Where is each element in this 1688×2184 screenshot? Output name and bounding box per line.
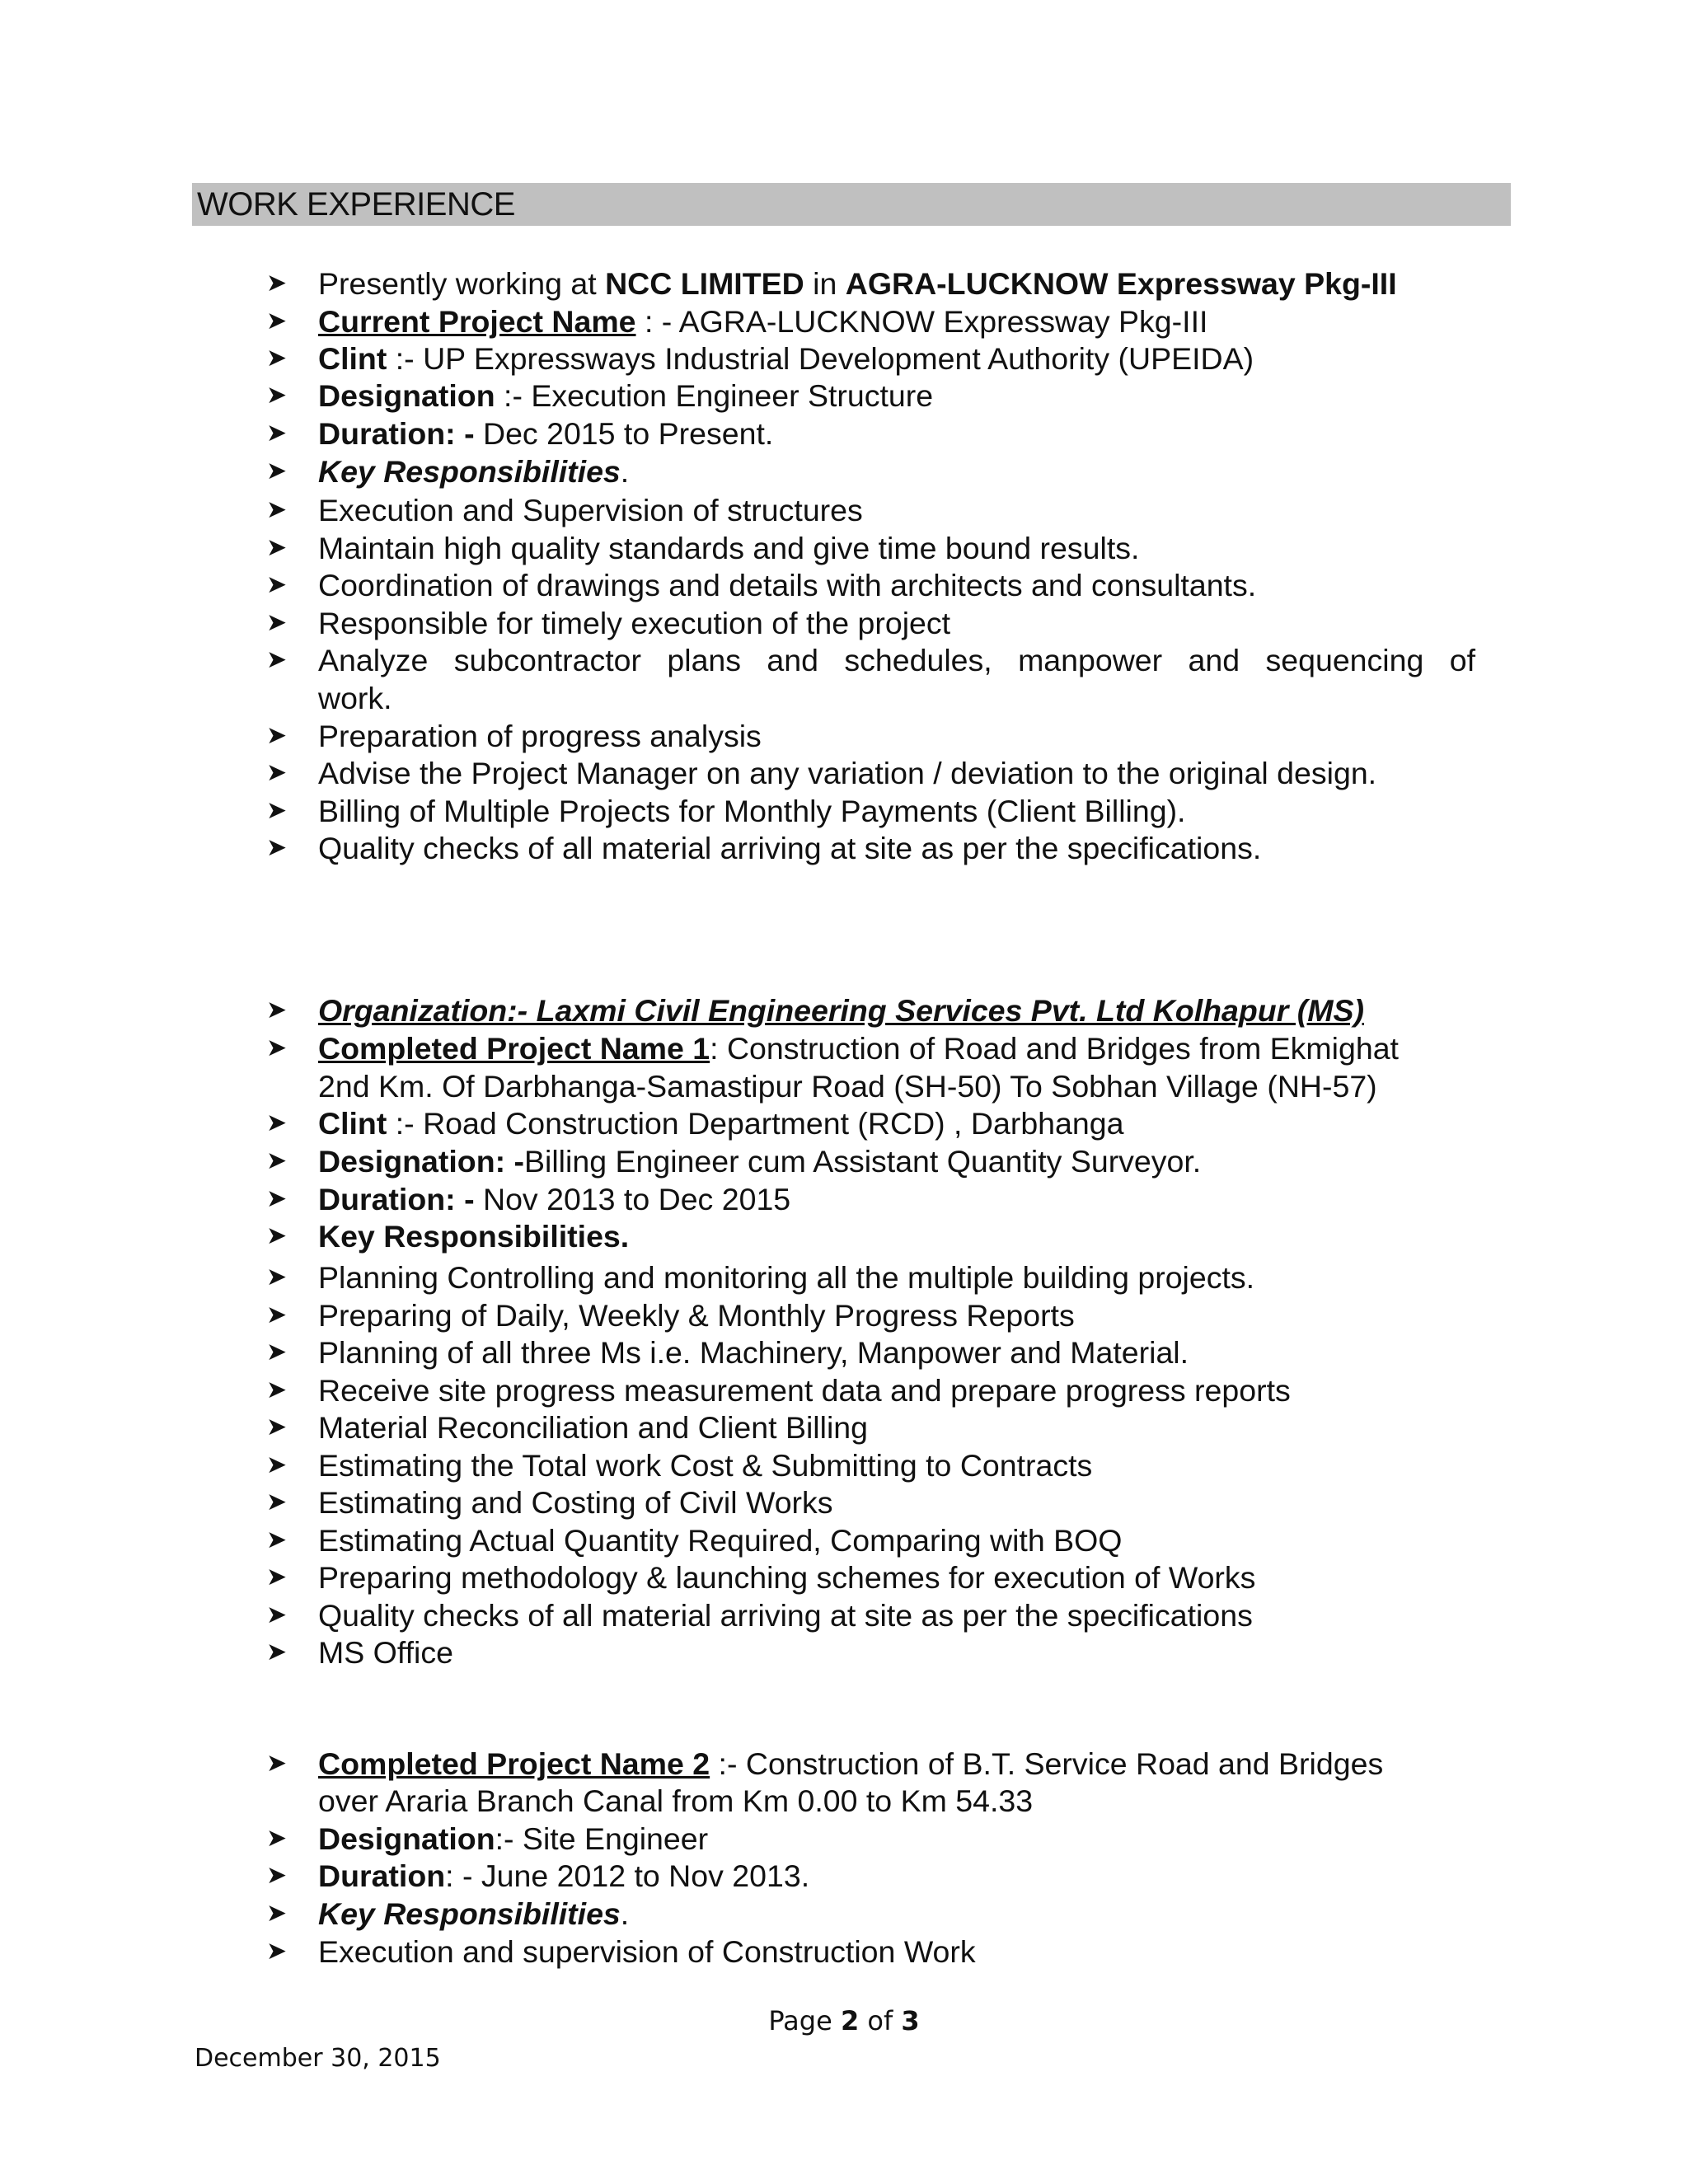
page-number bbox=[0, 2004, 1688, 2037]
arrow-bullet-icon: ➤ bbox=[266, 269, 288, 297]
responsibility-text: Responsible for timely execution of the project bbox=[318, 606, 951, 640]
arrow-bullet-icon: ➤ bbox=[266, 1825, 288, 1852]
project-label: Current Project Name bbox=[318, 304, 636, 339]
project1-label: Completed Project Name 1 bbox=[318, 1031, 710, 1066]
arrow-bullet-icon: ➤ bbox=[266, 1601, 288, 1629]
arrow-bullet-icon: ➤ bbox=[266, 646, 288, 673]
arrow-bullet-icon: ➤ bbox=[266, 1750, 288, 1777]
page-total: 3 bbox=[901, 2005, 920, 2036]
responsibility-text: Planning Controlling and monitoring all the multiple building projects. bbox=[318, 1260, 1255, 1295]
responsibility-text: Planning of all three Ms i.e. Machinery, Manpower and Material. bbox=[318, 1335, 1189, 1370]
designation-value: :- Execution Engineer Structure bbox=[495, 378, 934, 413]
arrow-bullet-icon: ➤ bbox=[266, 797, 288, 824]
designation-value: Billing Engineer cum Assistant Quantity Surveyor. bbox=[524, 1144, 1202, 1179]
arrow-bullet-icon: ➤ bbox=[266, 1109, 288, 1137]
arrow-bullet-icon: ➤ bbox=[266, 382, 288, 409]
arrow-bullet-icon: ➤ bbox=[266, 1900, 288, 1927]
arrow-bullet-icon: ➤ bbox=[266, 759, 288, 786]
arrow-bullet-icon: ➤ bbox=[266, 1034, 288, 1062]
key-suffix: . bbox=[620, 454, 630, 489]
section-title: WORK EXPERIENCE bbox=[192, 183, 1511, 226]
arrow-bullet-icon: ➤ bbox=[266, 1413, 288, 1441]
duration-label: Duration bbox=[318, 1858, 446, 1893]
project-value: : - AGRA-LUCKNOW Expressway Pkg-III bbox=[635, 304, 1208, 339]
key-suffix: . bbox=[620, 1896, 630, 1931]
page-word: Page bbox=[768, 2005, 841, 2036]
arrow-bullet-icon: ➤ bbox=[266, 1638, 288, 1666]
arrow-bullet-icon: ➤ bbox=[266, 1862, 288, 1889]
project-name-bold: AGRA-LUCKNOW Expressway Pkg-III bbox=[845, 266, 1397, 301]
client-label: Clint bbox=[318, 341, 387, 376]
responsibility-text: Receive site progress measurement data and prepare progress reports bbox=[318, 1373, 1291, 1408]
arrow-bullet-icon: ➤ bbox=[266, 571, 288, 598]
project2-value: :- Construction of B.T. Service Road and Bridges bbox=[710, 1746, 1384, 1781]
responsibility-text: Estimating the Total work Cost & Submitting to Contracts bbox=[318, 1448, 1093, 1483]
arrow-bullet-icon: ➤ bbox=[266, 996, 288, 1024]
arrow-bullet-icon: ➤ bbox=[266, 419, 288, 447]
responsibility-text: Preparing of Daily, Weekly & Monthly Progress Reports bbox=[318, 1298, 1075, 1333]
arrow-bullet-icon: ➤ bbox=[266, 1376, 288, 1404]
responsibility-text: Estimating Actual Quantity Required, Comparing with BOQ bbox=[318, 1523, 1123, 1558]
arrow-bullet-icon: ➤ bbox=[266, 1222, 288, 1249]
client-value: :- Road Construction Department (RCD) , Darbhanga bbox=[387, 1106, 1124, 1141]
intro-connector: in bbox=[804, 266, 846, 301]
arrow-bullet-icon: ➤ bbox=[266, 496, 288, 523]
key-responsibilities-label: Key Responsibilities bbox=[318, 1896, 621, 1931]
arrow-bullet-icon: ➤ bbox=[266, 1263, 288, 1291]
project1-value-continuation: 2nd Km. Of Darbhanga-Samastipur Road (SH-50) To Sobhan Village (NH-57) bbox=[318, 1069, 1377, 1104]
duration-value: Dec 2015 to Present. bbox=[474, 416, 774, 451]
project2-label: Completed Project Name 2 bbox=[318, 1746, 710, 1781]
designation-label: Designation: - bbox=[318, 1144, 524, 1179]
arrow-bullet-icon: ➤ bbox=[266, 344, 288, 372]
designation-value: :- Site Engineer bbox=[495, 1821, 709, 1856]
key-responsibilities-label: Key Responsibilities. bbox=[318, 1219, 630, 1254]
responsibility-text: Quality checks of all material arriving at site as per the specifications. bbox=[318, 831, 1262, 865]
responsibility-text: MS Office bbox=[318, 1635, 453, 1670]
arrow-bullet-icon: ➤ bbox=[266, 1338, 288, 1366]
duration-label: Duration: - bbox=[318, 1182, 475, 1216]
page-of-word: of bbox=[859, 2005, 902, 2036]
responsibility-text: Preparing methodology & launching schemes for execution of Works bbox=[318, 1560, 1256, 1595]
responsibility-text: Billing of Multiple Projects for Monthly Payments (Client Billing). bbox=[318, 794, 1186, 828]
responsibility-text: Coordination of drawings and details with architects and consultants. bbox=[318, 568, 1257, 602]
project2-value-continuation: over Araria Branch Canal from Km 0.00 to Km 54.33 bbox=[318, 1783, 1034, 1818]
arrow-bullet-icon: ➤ bbox=[266, 1185, 288, 1212]
responsibility-text: Execution and supervision of Construction Work bbox=[318, 1934, 976, 1969]
intro-text: Presently working at bbox=[318, 266, 606, 301]
client-label: Clint bbox=[318, 1106, 387, 1141]
company-name: NCC LIMITED bbox=[605, 266, 804, 301]
responsibility-text: Execution and Supervision of structures bbox=[318, 493, 863, 527]
arrow-bullet-icon: ➤ bbox=[266, 1147, 288, 1174]
footer-date: December 30, 2015 bbox=[195, 2044, 441, 2073]
page-current: 2 bbox=[840, 2005, 860, 2036]
arrow-bullet-icon: ➤ bbox=[266, 609, 288, 636]
arrow-bullet-icon: ➤ bbox=[266, 722, 288, 749]
project1-value: : Construction of Road and Bridges from Ekmighat bbox=[710, 1031, 1399, 1066]
responsibility-text: Quality checks of all material arriving at site as per the specifications bbox=[318, 1598, 1253, 1633]
arrow-bullet-icon: ➤ bbox=[266, 534, 288, 561]
arrow-bullet-icon: ➤ bbox=[266, 457, 288, 485]
organization-name: Organization:- Laxmi Civil Engineering Services Pvt. Ltd Kolhapur (MS) bbox=[318, 993, 1364, 1028]
arrow-bullet-icon: ➤ bbox=[266, 1488, 288, 1516]
responsibility-text: Maintain high quality standards and give time bound results. bbox=[318, 531, 1140, 565]
responsibility-text: Material Reconciliation and Client Billing bbox=[318, 1410, 868, 1445]
duration-value: : - June 2012 to Nov 2013. bbox=[445, 1858, 810, 1893]
responsibility-text: Preparation of progress analysis bbox=[318, 719, 762, 753]
key-responsibilities-label: Key Responsibilities bbox=[318, 454, 621, 489]
arrow-bullet-icon: ➤ bbox=[266, 1938, 288, 1965]
client-value: :- UP Expressways Industrial Development Authority (UPEIDA) bbox=[387, 341, 1254, 376]
arrow-bullet-icon: ➤ bbox=[266, 307, 288, 335]
arrow-bullet-icon: ➤ bbox=[266, 834, 288, 861]
arrow-bullet-icon: ➤ bbox=[266, 1301, 288, 1329]
responsibility-text: Advise the Project Manager on any variation / deviation to the original design. bbox=[318, 756, 1377, 790]
responsibility-text: Analyze subcontractor plans and schedules, manpower and sequencing of bbox=[318, 643, 1475, 677]
arrow-bullet-icon: ➤ bbox=[266, 1451, 288, 1479]
duration-label: Duration: - bbox=[318, 416, 475, 451]
responsibility-continuation: work. bbox=[318, 681, 392, 715]
arrow-bullet-icon: ➤ bbox=[266, 1563, 288, 1591]
designation-label: Designation bbox=[318, 1821, 495, 1856]
arrow-bullet-icon: ➤ bbox=[266, 1526, 288, 1554]
designation-label: Designation bbox=[318, 378, 495, 413]
duration-value: Nov 2013 to Dec 2015 bbox=[474, 1182, 791, 1216]
responsibility-text: Estimating and Costing of Civil Works bbox=[318, 1485, 833, 1520]
